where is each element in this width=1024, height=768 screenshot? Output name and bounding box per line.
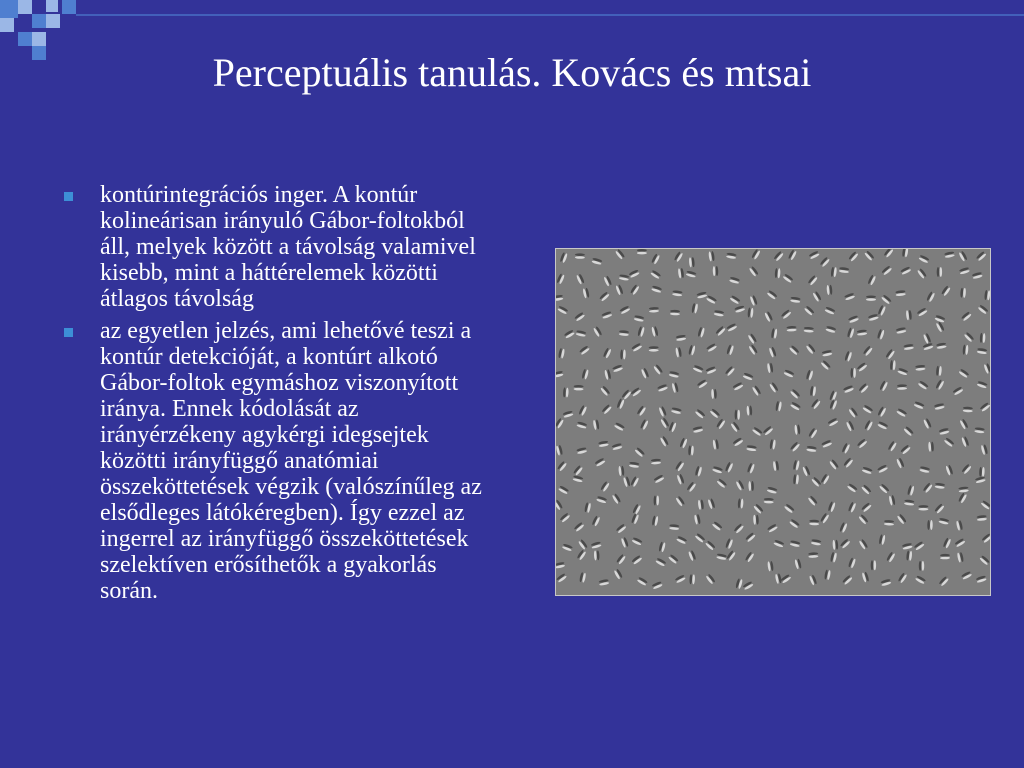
bullet-text: kontúrintegrációs inger. A kontúr kolineárisan irányuló Gábor-foltokból áll, melyek között a távolság valamivel kisebb, mint a háttérelemek közötti átlagos távolság	[100, 182, 476, 312]
bullet-item	[60, 182, 500, 312]
gabor-contour-stimulus-icon	[556, 249, 990, 595]
slide-title: Perceptuális tanulás. Kovács és mtsai	[212, 50, 812, 95]
square-bullet-icon	[64, 192, 73, 201]
bullet-list	[60, 182, 500, 610]
gabor-stimulus-image	[555, 248, 991, 596]
square-bullet-icon	[64, 328, 73, 337]
bullet-item	[60, 318, 500, 604]
bullet-text: az egyetlen jelzés, ami lehetővé teszi a kontúr detekcióját, a kontúrt alkotó Gábor-foltok egymáshoz viszonyított iránya. Ennek kódolását az irányérzékeny agykérgi idegsejtek közötti irányfüggő anatómiai összeköttetések végzik (valószínűleg az elsődleges látókéregben). Így ezzel az ingerrel az irányfüggő összeköttetések szelektíven erősíthetők a gyakorlás során.	[100, 318, 482, 604]
